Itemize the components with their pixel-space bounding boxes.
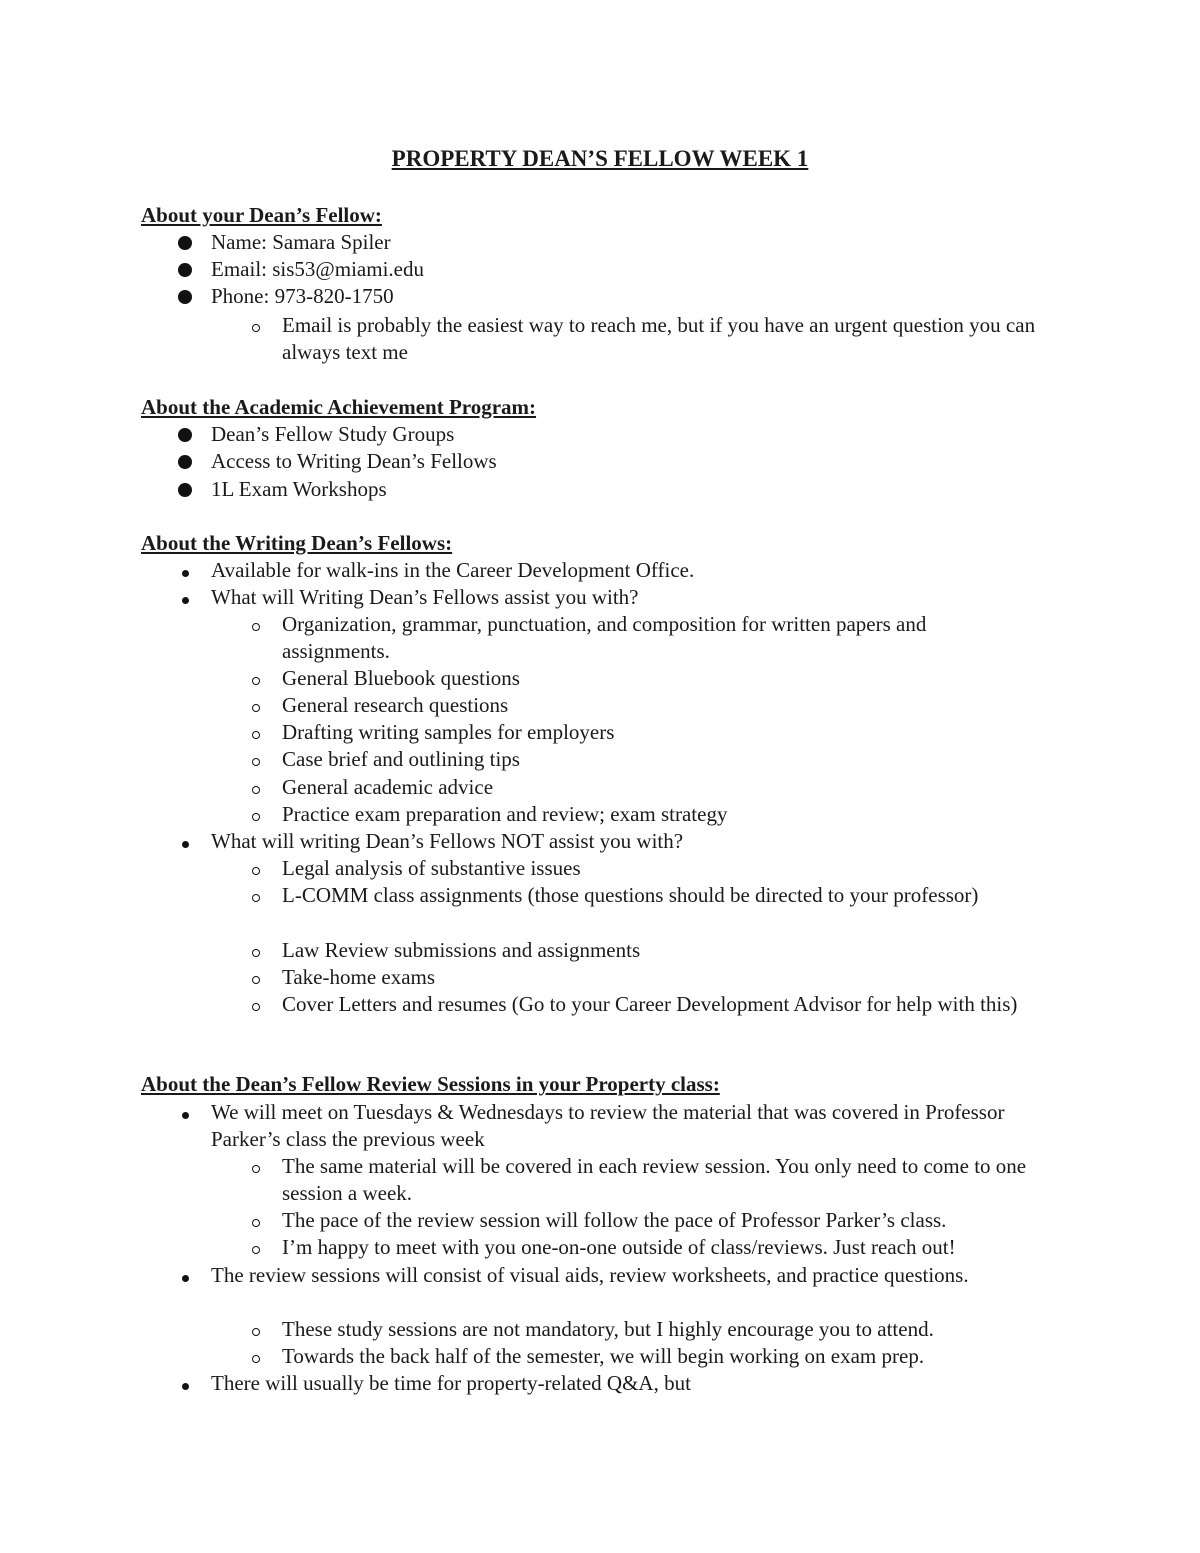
section-heading-review-sessions: About the Dean’s Fellow Review Sessions in your Property class: <box>141 1072 720 1096</box>
document-title: PROPERTY DEAN’S FELLOW WEEK 1 <box>391 146 809 171</box>
list-item <box>211 283 1081 310</box>
list-item <box>211 448 1081 475</box>
list-subitem <box>282 692 1082 719</box>
list-subitem-text: Law Review submissions and assignments <box>282 938 641 962</box>
circle-bullet-icon <box>244 855 268 882</box>
list-item <box>211 828 1081 855</box>
circle-bullet-icon <box>244 665 268 692</box>
circle-bullet-icon <box>244 312 268 339</box>
list-subitem <box>282 855 1082 882</box>
bullet-icon <box>173 1099 197 1126</box>
section-heading-deans-fellow: About your Dean’s Fellow: <box>141 203 382 227</box>
list-item <box>211 1370 1081 1397</box>
list-item-text: Access to Writing Dean’s Fellows <box>211 449 497 473</box>
list-subitem <box>282 1207 1082 1234</box>
list-subitem-text: These study sessions are not mandatory, but I highly encourage you to attend. <box>282 1317 934 1341</box>
circle-bullet-icon <box>244 1207 268 1234</box>
list-subitem-text: Practice exam preparation and review; exam strategy <box>282 802 728 826</box>
bullet-icon <box>173 1370 197 1397</box>
circle-bullet-icon <box>244 1153 268 1180</box>
circle-bullet-icon <box>244 1234 268 1261</box>
list-item <box>211 476 1081 503</box>
list-subitem <box>282 1316 1082 1343</box>
list-subitem-text: Legal analysis of substantive issues <box>282 856 581 880</box>
list-subitem-text: The pace of the review session will follow the pace of Professor Parker’s class. <box>282 1208 947 1232</box>
list-subitem <box>282 665 1082 692</box>
list-item-text: Name: Samara Spiler <box>211 230 391 254</box>
list-subitem-text: I’m happy to meet with you one-on-one outside of class/reviews. Just reach out! <box>282 1235 956 1259</box>
circle-bullet-icon <box>244 719 268 746</box>
list-item-text: There will usually be time for property-related Q&A, but <box>211 1371 691 1395</box>
circle-bullet-icon <box>244 964 268 991</box>
circle-bullet-icon <box>244 746 268 773</box>
circle-bullet-icon <box>244 1343 268 1370</box>
bullet-icon <box>173 476 197 504</box>
circle-bullet-icon <box>244 1316 268 1343</box>
list-item-text: We will meet on Tuesdays & Wednesdays to review the material that was covered in Professor Parker’s class the previous week <box>211 1100 1005 1151</box>
list-subitem-text: General research questions <box>282 693 509 717</box>
list-item-text: What will Writing Dean’s Fellows assist you with? <box>211 585 639 609</box>
bullet-icon <box>173 421 197 449</box>
section-heading-writing-deans-fellows: About the Writing Dean’s Fellows: <box>141 531 453 555</box>
bullet-icon <box>173 448 197 476</box>
section-heading-academic-achievement: About the Academic Achievement Program: <box>141 395 537 419</box>
list-item-text: What will writing Dean’s Fellows NOT assist you with? <box>211 829 684 853</box>
list-item-text: Dean’s Fellow Study Groups <box>211 422 455 446</box>
list-subitem-text: Towards the back half of the semester, we will begin working on exam prep. <box>282 1344 925 1368</box>
list-subitem <box>282 964 1082 991</box>
list-subitem-text: Case brief and outlining tips <box>282 747 520 771</box>
list-subitem-text: Email is probably the easiest way to reach me, but if you have an urgent question you can always text me <box>282 313 1036 364</box>
bullet-icon <box>173 229 197 257</box>
circle-bullet-icon <box>244 774 268 801</box>
list-item-text: Available for walk-ins in the Career Development Office. <box>211 558 695 582</box>
circle-bullet-icon <box>244 937 268 964</box>
bullet-icon <box>173 1262 197 1289</box>
bullet-icon <box>173 256 197 284</box>
bullet-icon <box>173 283 197 311</box>
list-subitem <box>282 801 1082 828</box>
circle-bullet-icon <box>244 991 268 1018</box>
list-subitem-text: Take-home exams <box>282 965 436 989</box>
list-subitem <box>282 312 1062 366</box>
list-item-text: 1L Exam Workshops <box>211 477 387 501</box>
list-item <box>211 584 1081 611</box>
list-item-text: Email: sis53@miami.edu <box>211 257 424 281</box>
list-subitem-text: Cover Letters and resumes (Go to your Career Development Advisor for help with this) <box>282 992 1018 1016</box>
list-subitem-text: Organization, grammar, punctuation, and composition for written papers and assignments. <box>282 612 927 663</box>
list-subitem <box>282 1234 1082 1261</box>
bullet-icon <box>173 557 197 584</box>
list-subitem <box>282 991 1067 1018</box>
bullet-icon <box>173 584 197 611</box>
circle-bullet-icon <box>244 882 268 909</box>
list-item <box>211 557 1081 584</box>
circle-bullet-icon <box>244 611 268 638</box>
list-subitem <box>282 937 1082 964</box>
list-subitem <box>282 611 1032 665</box>
list-subitem <box>282 1153 1062 1207</box>
list-subitem-text: The same material will be covered in each review session. You only need to come to one session a week. <box>282 1154 1027 1205</box>
list-subitem-text: L-COMM class assignments (those questions should be directed to your professor) <box>282 883 979 907</box>
list-item <box>211 256 1081 283</box>
list-item-text: The review sessions will consist of visual aids, review worksheets, and practice questions. <box>211 1263 969 1287</box>
list-item <box>211 421 1081 448</box>
list-item-text: Phone: 973-820-1750 <box>211 284 394 308</box>
circle-bullet-icon <box>244 801 268 828</box>
list-subitem <box>282 746 1082 773</box>
list-subitem-text: Drafting writing samples for employers <box>282 720 615 744</box>
circle-bullet-icon <box>244 692 268 719</box>
list-subitem-text: General academic advice <box>282 775 494 799</box>
list-item <box>211 229 1081 256</box>
list-subitem-text: General Bluebook questions <box>282 666 520 690</box>
list-item <box>211 1262 981 1289</box>
list-item <box>211 1099 1021 1153</box>
list-subitem <box>282 719 1082 746</box>
list-subitem <box>282 774 1082 801</box>
bullet-icon <box>173 828 197 855</box>
list-subitem <box>282 882 982 909</box>
list-subitem <box>282 1343 1082 1370</box>
